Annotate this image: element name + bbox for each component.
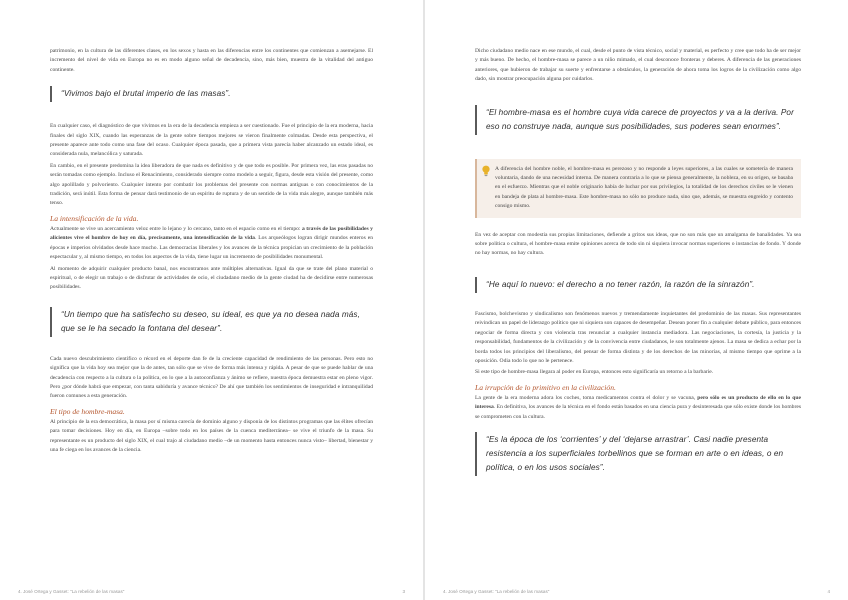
paragraph: Al principio de la era democrática, la masa por sí misma carecía de dominio alguno y disponía de los distintos programas que las élites ofrecían para tomar decisiones. Hoy en día, en Europa –sobre todo en los países de la cuenca mediterránea– se vive el triunfo de la masa. Su representante es un producto del siglo XIX, el cual trajo al ciudadano medio –de un momento hasta entonces nunca visto– libertad, bienestar y una fe ciega en los avances de la ciencia.	[50, 418, 373, 453]
emphasized-text: pero sólo es un producto de ello en lo que interesa	[475, 394, 801, 411]
paragraph: Fascismo, bolchevismo y sindicalismo son fenómenos nuevos y tremendamente inquietantes del predominio de las masas. Sus representantes reivindican un papel de liderazgo político que ni siquiera son capaces de desempeñar. Desean poner fin a cualquier debate público, para entonces negociar de forma directa y con violencia tras renunciar a cualquier instancia mediadora. Las negociaciones, la cortesía, la justicia y la responsabilidad, fundamentos de la civilización y de la convivencia entre ciudadanos, le son totalmente ajenos. La masa se dedica a echar por la borda todos los principios del liberalismo, del pensar de forma distinta y de los derechos de las minorías, al mismo tiempo que oprime a la oposición. Odia todo lo que no le pertenece.	[475, 310, 801, 364]
paragraph: En vez de aceptar con modestia sus propias limitaciones, defiende a gritos sus ideas, que no son más que un amalgama de banalidades. Ya sea sobre política o cultura, el hombre-masa emite opiniones acerca de todo sin ni siquiera invocar normas superiores o instancias de fondo. Y donde no hay normas, no hay cultura.	[475, 231, 801, 257]
page-number: 3	[402, 589, 405, 594]
section-heading: La irrupción de lo primitivo en la civilización.	[475, 382, 616, 392]
pull-quote	[475, 105, 801, 135]
pull-quote-text: “El hombre-masa es el hombre cuya vida carece de proyectos y va a la deriva. Por eso no construye nada, aunque sus posibilidades, sus poderes sean enormes”.	[486, 107, 794, 131]
pull-quote	[50, 86, 373, 102]
paragraph: En cualquier caso, el diagnóstico de que vivimos en la era de la decadencia empieza a ser cuestionado. Fue el principio de la era moderna, hacia finales del siglo XIX, cuando las esperanzas de la gente sobre tiempos mejores se vieron finalmente colmadas. Desde esta perspectiva, el presente aparece ante todo como una fase del ocaso. Cualquier época pasada, que a primera vista parecía haber alcanzado un estado ideal, es considerada nula, melancólica y saturada.	[50, 123, 373, 158]
paragraph-text: . En definitiva, los avances de la técnica en el fondo están basados en una ciencia pura y desinteresada que sólo existe donde los hombres se comprometen con la cultura.	[475, 404, 801, 420]
paragraph-text: . Los arqueólogos logran dirigir mundos enteros en épocas e imperios olvidados desde hace mucho. Las democracias liberales y los avances de la técnica propician un crecimiento de la población espectacular y, al mismo tiempo, en todos los aspectos de la vida, tiene lugar un incremento de posibilidades monumental.	[50, 235, 373, 261]
pull-quote	[475, 277, 801, 293]
page-column	[50, 47, 373, 455]
pull-quote-text: “He aquí lo nuevo: el derecho a no tener razón, la razón de la sinrazón”.	[486, 279, 755, 289]
emphasized-text: a través de las posibilidades y alicientes vive el hombre de hoy en día, precisamente, una intensificación de la vida	[50, 225, 373, 242]
paragraph-text: Actualmente se vive un acercamiento veloz entre lo lejano y lo cercano, tanto en el espacio como en el tiempo:	[50, 225, 302, 232]
page-footer-title: 4. José Ortega y Gasset: "La rebelión de las masas"	[443, 589, 550, 594]
pull-quote-text: “Vivimos bajo el brutal imperio de las masas”.	[61, 89, 231, 99]
paragraph: Cada nuevo descubrimiento científico o récord en el deporte dan fe de la creciente capacidad de rendimiento de las personas. Pero esto no significa que la vida hoy sea mejor que la de antes, tan sólo que se vive de forma más intensa y rápida. A pesar de que se puede hablar de una decadencia con respecto a la cultura o la política, en lo que a la autoconfianza y ánimo se refiere, nuestra época demuestra estar en pleno vigor. Pero ¿por dónde habrá que empezar, con tanta sabiduría y avance técnico? De ahí que también los sentimientos de inseguridad e intranquilidad fueron comunes a esta generación.	[50, 355, 373, 400]
page-footer-title: 4. José Ortega y Gasset: "La rebelión de las masas"	[18, 589, 125, 594]
callout-text: A diferencia del hombre noble, el hombre-masa es perezoso y no responde a leyes superiores, a las cuales se sometería de manera voluntaria, dando de una necesidad interna. De manera contraria a lo que se piensa generalmente, la nobleza, en su origen, se basaba en el esfuerzo. Mientras que el noble originario había de luchar por sus privilegios, la totalidad de los derechos civiles se le vienen en bandeja de plata al hombre-masa. Este hombre-masa no sólo no produce nada, sino que, además, se muestra engreído y contento consigo mismo.	[495, 165, 793, 210]
page-number: 4	[827, 589, 830, 594]
paragraph	[50, 225, 373, 263]
pull-quote	[475, 432, 801, 476]
page-column	[475, 47, 801, 476]
lightbulb-icon	[481, 164, 491, 176]
section-heading: La intensificación de la vida.	[50, 213, 139, 223]
section-heading: El tipo de hombre-masa.	[50, 406, 125, 416]
document-page-right	[425, 0, 848, 600]
pull-quote-text: “Es la época de los ‘corrientes’ y del ‘dejarse arrastrar’. Casi nadie presenta resistencia a los superficiales torbellinos que se forman en arte o en ideas, o en política, o en los usos sociales”.	[486, 434, 784, 472]
paragraph: En cambio, en el presente predomina la idea liberadora de que nada es definitivo y de que todo es posible. Por primera vez, las eras pasadas no serán tomadas como ejemplo. Incluso el Renacimiento, considerado siempre como modelo a seguir, figura, desde esta visión del presente, como algo apolillado y polvoriento. Cualquier intento por combatir los problemas del presente con normas antiguas o con conocimientos de la tradición, será inútil. Esta forma de pensar dará testimonio de un espíritu de ruptura y de un sentido de la vida más alegre, aunque también más tenso.	[50, 162, 373, 207]
pull-quote	[50, 307, 373, 337]
pull-quote-text: “Un tiempo que ha satisfecho su deseo, su ideal, es que ya no desea nada más, que se le ha secado la fontana del desear”.	[61, 309, 360, 333]
paragraph-text: La gente de la era moderna adora los coches, toma medicamentos contra el dolor y se vacuna,	[475, 394, 698, 401]
info-callout	[475, 159, 801, 218]
document-page-left	[0, 0, 423, 600]
paragraph: patrimonio, en la cultura de las diferentes clases, en los sexos y hasta en las diferencias entre los continentes que comienzan a asemejarse. El incremento del nivel de vida en Europa no es en modo alguno señal de decadencia, sino, más bien, muestra de la vitalidad del antiguo continente.	[50, 48, 373, 73]
paragraph: Al momento de adquirir cualquier producto banal, nos encontramos ante múltiples alternativas. Igual da que se trate del plano material o espiritual, o de elegir un trabajo o de disfrutar de actividades de ocio, el ciudadano medio de la gente ciudad ha de decidirse entre numerosas posibilidades.	[50, 265, 373, 291]
paragraph: Dicho ciudadano medio nace en ese mundo, el cual, desde el punto de vista técnico, social y material, es perfecto y cree que todo ha de ser mejor y más bueno. De hecho, el hombre-masa se parece a un niño mimado, el cual desconoce fronteras y deberes. A diferencia de las generaciones anteriores, que hubieron de trabajar su suerte y enfrentarse a obstáculos, la generación de ahora toma los logros de la civilización como algo dado, sin mostrar preocupación alguna por cuidarlos.	[475, 48, 801, 83]
paragraph	[475, 394, 801, 422]
paragraph: Si este tipo de hombre-masa llegara al poder en Europa, entonces esto significaría un retorno a la barbarie.	[475, 369, 714, 376]
